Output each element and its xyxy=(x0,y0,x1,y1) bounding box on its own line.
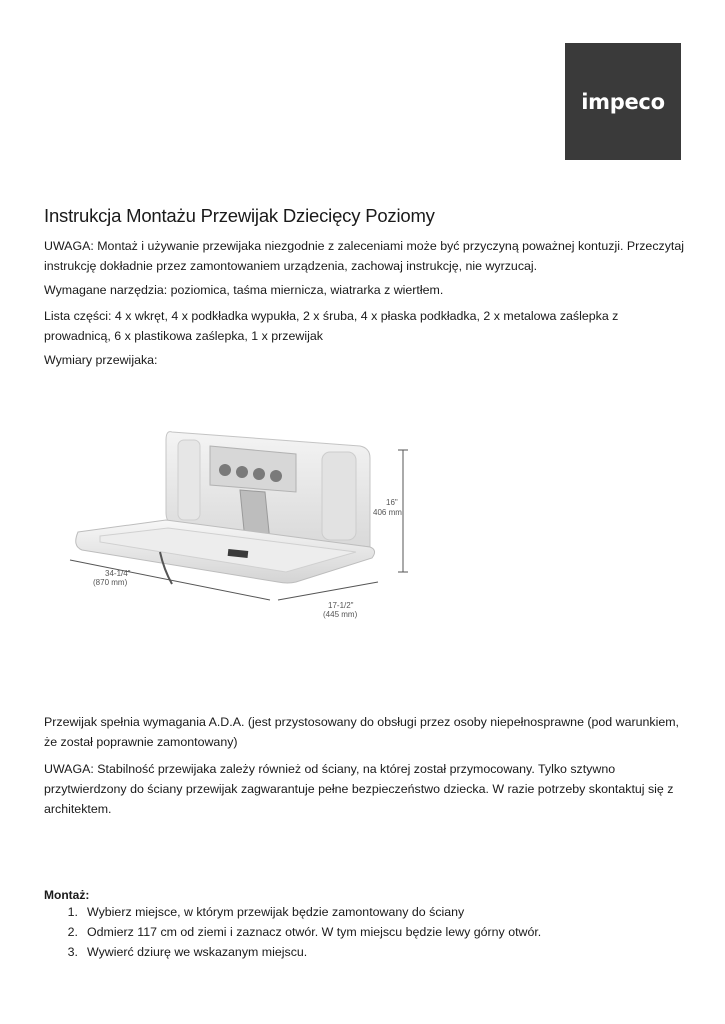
logo-box xyxy=(565,43,681,160)
step-number: 3. xyxy=(67,945,78,959)
step-number: 2. xyxy=(67,925,78,939)
step-number: 1. xyxy=(67,905,78,919)
parts-paragraph: Lista części: 4 x wkręt, 4 x podkładka wypukła, 2 x śruba, 4 x płaska podkładka, 2 x metalowa zaślepka z prowadnicą, 6 x plastikowa zaślepka, 1 x przewijak xyxy=(44,309,619,343)
list-item xyxy=(44,902,541,922)
dimensions-label: Wymiary przewijaka: xyxy=(44,353,158,367)
tools-paragraph: Wymagane narzędzia: poziomica, taśma miernicza, wiatrarka z wiertłem. xyxy=(44,283,444,297)
step-text: Wybierz miejsce, w którym przewijak będzie zamontowany do ściany xyxy=(87,905,465,919)
document-title: Instrukcja Montażu Przewijak Dziecięcy Poziomy xyxy=(44,205,435,226)
depth-mm: (445 mm) xyxy=(323,610,358,619)
stability-warning-paragraph: UWAGA: Stabilność przewijaka zależy również od ściany, na której został przymocowany. Tylko sztywno przytwierdzony do ściany przewijak zagwarantuje pełne bezpieczeństwo dziecka. W razie potrzeby skontaktuj się z architektem. xyxy=(44,762,674,816)
depth-inches: 17-1/2" xyxy=(328,601,354,610)
length-inches: 34-1/4" xyxy=(105,569,131,578)
step-text: Wywierć dziurę we wskazanym miejscu. xyxy=(87,945,308,959)
length-mm: (870 mm) xyxy=(93,578,128,587)
warning-paragraph: UWAGA: Montaż i używanie przewijaka niezgodnie z zaleceniami może być przyczyną poważnej kontuzji. Przeczytaj instrukcję dokładnie przez zamontowaniem urządzenia, zachowaj instrukcję, nie wyrzucaj. xyxy=(44,239,684,273)
height-mm: 406 mm xyxy=(373,508,402,517)
changing-table-figure xyxy=(60,412,420,632)
step-text: Odmierz 117 cm od ziemi i zaznacz otwór. W tym miejscu będzie lewy górny otwór. xyxy=(87,925,542,939)
list-item xyxy=(44,922,541,942)
montaz-steps xyxy=(44,902,541,962)
height-inches: 16" xyxy=(386,498,398,507)
ada-paragraph: Przewijak spełnia wymagania A.D.A. (jest przystosowany do obsługi przez osoby niepełnosprawne (pod warunkiem, że został poprawnie zamontowany) xyxy=(44,715,679,749)
changing-table-illustration xyxy=(60,412,420,632)
logo-text: impeco xyxy=(581,89,665,114)
montaz-heading: Montaż: xyxy=(44,888,90,902)
list-item xyxy=(44,942,541,962)
